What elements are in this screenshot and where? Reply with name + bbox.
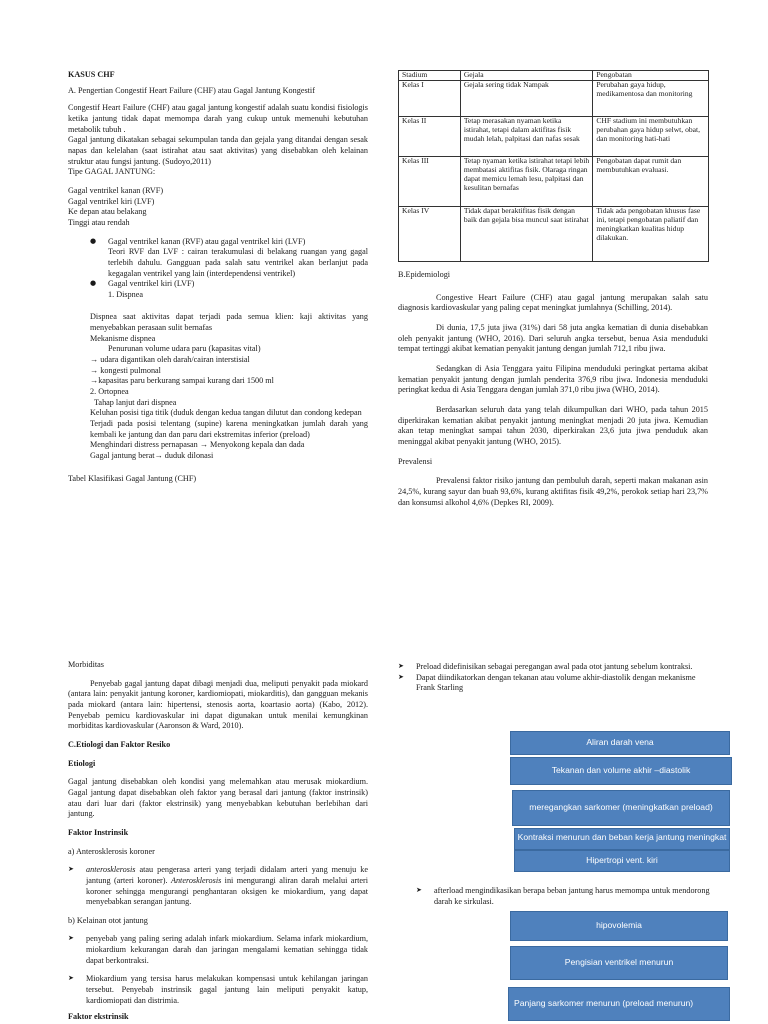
intrinsic-heading: Faktor Instrinsik (68, 827, 129, 837)
paragraph: Tahap lanjut dari dispnea (94, 397, 177, 407)
left-top-column (68, 70, 368, 484)
table-cell: CHF stadium ini membutuhkan perubahan gaya hidup selwt, obat, dan monitoring hati-hati (593, 116, 709, 156)
paragraph: → udara digantikan oleh darah/cairan interstisial (90, 355, 250, 365)
flow-box: Pengisian ventrikel menurun (510, 946, 728, 980)
paragraph: 2. Ortopnea (90, 387, 129, 397)
arrow-bullet-icon: ➤ (398, 672, 404, 681)
flow-box: Hipertropi vent. kiri (514, 850, 730, 872)
flow-box: Kontraksi menurun dan beban kerja jantung meningkat (514, 828, 730, 850)
list-item: ➤ anterosklerosis atau pengerasa arteri yang terjadi didalam arteri yang menuju ke jantung (arteri koroner). Anterosklerosis ini mengurangi aliran darah melalui arteri koroner sehingga mengurangi penghantaran oksigen ke miokardium, yang dapat menyebabkan serangan jantung. (68, 865, 368, 907)
paragraph: Congestive Heart Failure (CHF) atau gagal jantung merupakan salah satu diagnosis kardiovaskular yang paling cepat meningkat jumlahnya (Schilling, 2014). (398, 292, 708, 313)
list-item: ● Gagal ventrikel kanan (RVF) atau gagal ventrikel kiri (LVF) (90, 236, 306, 246)
paragraph: Mekanisme dispnea (90, 333, 156, 343)
paragraph: Dispnea saat aktivitas dapat terjadi pada semua klien: kaji aktivitas yang menyebabkan perasaan sulit bernafas (90, 312, 368, 333)
paragraph: Gagal jantung disebabkan oleh kondisi yang melemahkan atau merusak miokardium. Gagal jantung dapat disebabkan oleh faktor yang berasal dari jantung (faktor instrinsik) atau dari luar dari (faktor ekstrinsik) yang menyebabkan kebutuhan berlebihan dari jantung. (68, 777, 368, 819)
table-header: Pengobatan (593, 71, 709, 81)
table-cell: Kelas IV (399, 206, 461, 261)
list-item: ● Gagal ventrikel kiri (LVF) (90, 279, 195, 289)
table-row (399, 206, 709, 261)
paragraph: Terjadi pada posisi telentang (supine) karena meningkatkan jumlah darah yang kembali ke jantung dan dan paru dari ekstremitas inferior (preload) (90, 419, 368, 439)
table-cell: Tetap merasakan nyaman ketika istirahat, tetapi dalam aktifitas fisik mudah lelah, palpitasi dan nafas sesak (460, 116, 592, 156)
table-cell: Tidak ada pengobatan khusus fase ini, tetapi pengobatan paliatif dan meningkatkan kualitas hidup dilakukan. (593, 206, 709, 261)
prevalence-heading: Prevalensi (398, 456, 433, 466)
type-item: Gagal ventrikel kanan (RVF) (68, 185, 164, 195)
paragraph: Sedangkan di Asia Tenggara yaitu Filipina menduduki peringkat pertama akibat kematian penyakit jantung dengan jumlah penderita 376,9 ribu jiwa. Indonesia menduduki peringkat kedua di Asia Tenggara dengan jumlah 371,0 ribu jiwa (WHO, 2014). (398, 363, 708, 395)
table-cell: Kelas II (399, 116, 461, 156)
list-item: ➤ afterload mengindikasikan berapa beban jantung harus memompa untuk mendorong darah ke sirkulasi. (416, 886, 710, 906)
type-item: Gagal ventrikel kiri (LVF) (68, 196, 155, 206)
left-bottom-column (68, 660, 368, 1023)
table-row (399, 116, 709, 156)
paragraph: Tipe GAGAL JANTUNG: (68, 167, 156, 177)
list-item: ➤ penyebab yang paling sering adalah infark miokardium. Selama infark miokardium, miokardium kekurangan darah dan jaringan mengalami kematian sehingga tidak dapat berkontraksi. (68, 934, 368, 965)
table-cell: Gejala sering tidak Nampak (460, 80, 592, 116)
paragraph: Penurunan volume udara paru (kapasitas vital) (108, 344, 261, 354)
paragraph: → kongesti pulmonal (90, 365, 161, 375)
classification-table-wrap (398, 70, 709, 262)
paragraph: →kapasitas paru berkurang sampai kurang dari 1500 ml (90, 376, 274, 386)
paragraph: Keluhan posisi tiga titik (duduk dengan kedua tangan dilutut dan condong kedepan (90, 408, 362, 418)
table-cell: Pengobatan dapat rumit dan membutuhkan evaluasi. (593, 156, 709, 206)
arrow-bullet-icon: ➤ (416, 886, 422, 894)
paragraph: Menghindari distress pernapasan → Menyokong kepala dan dada (90, 440, 305, 450)
section-a-heading: A. Pengertian Congestif Heart Failure (CHF) atau Gagal Jantung Kongestif (68, 85, 315, 95)
list-item: ➤ Preload didefinisikan sebagai peregangan awal pada otot jantung sebelum kontraksi. (398, 662, 693, 671)
list-item: ➤ Dapat diindikatorkan dengan tekanan atau volume akhir-diastolik dengan mekanisme Frank Starling (398, 672, 696, 693)
flow-box: Panjang sarkomer menurun (preload menurun) (508, 987, 730, 1021)
section-c-heading: C.Etiologi dan Faktor Resiko (68, 739, 171, 749)
flow-box: Aliran darah vena (510, 731, 730, 755)
paragraph: Congestif Heart Failure (CHF) atau gagal jantung kongestif adalah suatu kondisi fisiologis ketika jantung tidak dapat memompa darah yang cukup untuk memenuhi kebutuhan metabolik tubuh . (68, 103, 368, 134)
arrow-bullet-icon: ➤ (68, 865, 74, 874)
section-b-heading: B.Epidemiologi (398, 270, 451, 279)
list-item: b) Kelainan otot jantung (68, 915, 148, 925)
table-header: Gejala (460, 71, 592, 81)
extrinsic-heading: Faktor ekstrinsik (68, 1012, 129, 1022)
flow-box: meregangkan sarkomer (meningkatkan preload) (512, 790, 730, 826)
paragraph: 1. Dispnea (108, 289, 144, 299)
list-item: a) Anterosklerosis koroner (68, 846, 155, 856)
table-caption: Tabel Klasifikasi Gagal Jantung (CHF) (68, 473, 197, 483)
right-top-column (398, 270, 708, 508)
table-header-row (399, 71, 709, 81)
table-cell: Tetap nyaman ketika istirahat tetapi lebih membatasi aktifitas fisik. Olaraga ringan dapat memicu lemah lesu, palpitasi dan kesulitan bernafas (460, 156, 592, 206)
right-bottom-column (398, 662, 708, 694)
doc-title: KASUS CHF (68, 70, 115, 79)
flow-box: Tekanan dan volume akhir –diastolik (510, 757, 732, 785)
morbidity-heading: Morbiditas (68, 660, 104, 669)
table-row (399, 80, 709, 116)
type-item: Tinggi atau rendah (68, 217, 130, 227)
table-cell: Perubahan gaya hidup, medikamentosa dan monitoring (593, 80, 709, 116)
paragraph: Berdasarkan seluruh data yang telah dikumpulkan dari WHO, pada tahun 2015 diperkirakan kematian akibat penyakit jantung meningkat menjadi 20 juta jiwa. Kemudian akan tetap meningkat sampai tahun 2030, diperkirakan 23,6 juta jiwa penduduk akan meninggal akibat penyakit jantung (WHO, 2015). (398, 404, 708, 446)
paragraph: Teori RVF dan LVF : cairan terakumulasi di belakang ruangan yang gagal terlebih dahulu. Gangguan pada salah satu ventrikel akan berlanjut pada kegagalan ventrikel yang lain (interdependensi ventrikel) (108, 247, 368, 278)
list-item: ➤ Miokardium yang tersisa harus melakukan kompensasi untuk kehilangan jaringan tersebut. Penyebab instrinsik gagal jantung lain meliputi penyakit katup, kardiomiopati dan distrimia. (68, 974, 368, 1005)
type-item: Ke depan atau belakang (68, 207, 147, 217)
table-cell: Kelas III (399, 156, 461, 206)
paragraph: Gagal jantung berat→ duduk dilonasi (90, 451, 214, 460)
paragraph: Gagal jantung dikatakan sebagai sekumpulan tanda dan gejala yang ditandai dengan sesak napas dan kelelahan (saat istirahat atau saat aktivitas) yang disebabkan oleh kelainan struktur atau fungsi jantung. (Sudoyo,2011) (68, 135, 368, 166)
bullet-dot-icon: ● (90, 279, 97, 288)
table-cell: Tidak dapat beraktifitas fisik dengan baik dan gejala bisa muncul saat istirahat (460, 206, 592, 261)
table-row (399, 156, 709, 206)
etiology-heading: Etiologi (68, 758, 96, 768)
arrow-bullet-icon: ➤ (398, 662, 404, 670)
paragraph: Prevalensi faktor risiko jantung dan pembuluh darah, seperti makan makanan asin 24,5%, kurang sayur dan buah 93,6%, kurang aktifitas fisik 49,2%, perokok setiap hari 23,7% dan konsumsi alkohol 4,6% (Depkes RI, 2009). (398, 476, 708, 507)
flow-box: hipovolemia (510, 911, 728, 941)
table-header: Stadium (399, 71, 461, 81)
table-cell: Kelas I (399, 80, 461, 116)
classification-table (398, 70, 709, 262)
bullet-dot-icon: ● (90, 236, 97, 245)
paragraph: Penyebab gagal jantung dapat dibagi menjadi dua, meliputi penyakit pada miokard (antara lain: penyakit jantung koroner, kardiomiopati, miokarditis), dan gangguan mekanis pada miokard (antara lain: hipertensi, stenosis aorta, koartasio aorta) (Kabo, 2012). Penyebab pemicu kardiovaskular ini dapat digunakan untuk menilai kemungkinan morbiditas kardiovaskular (Aaronson & Ward, 2010). (68, 678, 368, 731)
arrow-bullet-icon: ➤ (68, 974, 74, 983)
paragraph: Di dunia, 17,5 juta jiwa (31%) dari 58 juta angka kematian di dunia disebabkan oleh penyakit jantung (WHO, 2016). Dari seluruh angka tersebut, benua Asia menduduki tempat tertinggi akibat kematian penyakit jantung dengan jumlah 712,1 ribu jiwa. (398, 322, 708, 354)
arrow-bullet-icon: ➤ (68, 934, 74, 943)
